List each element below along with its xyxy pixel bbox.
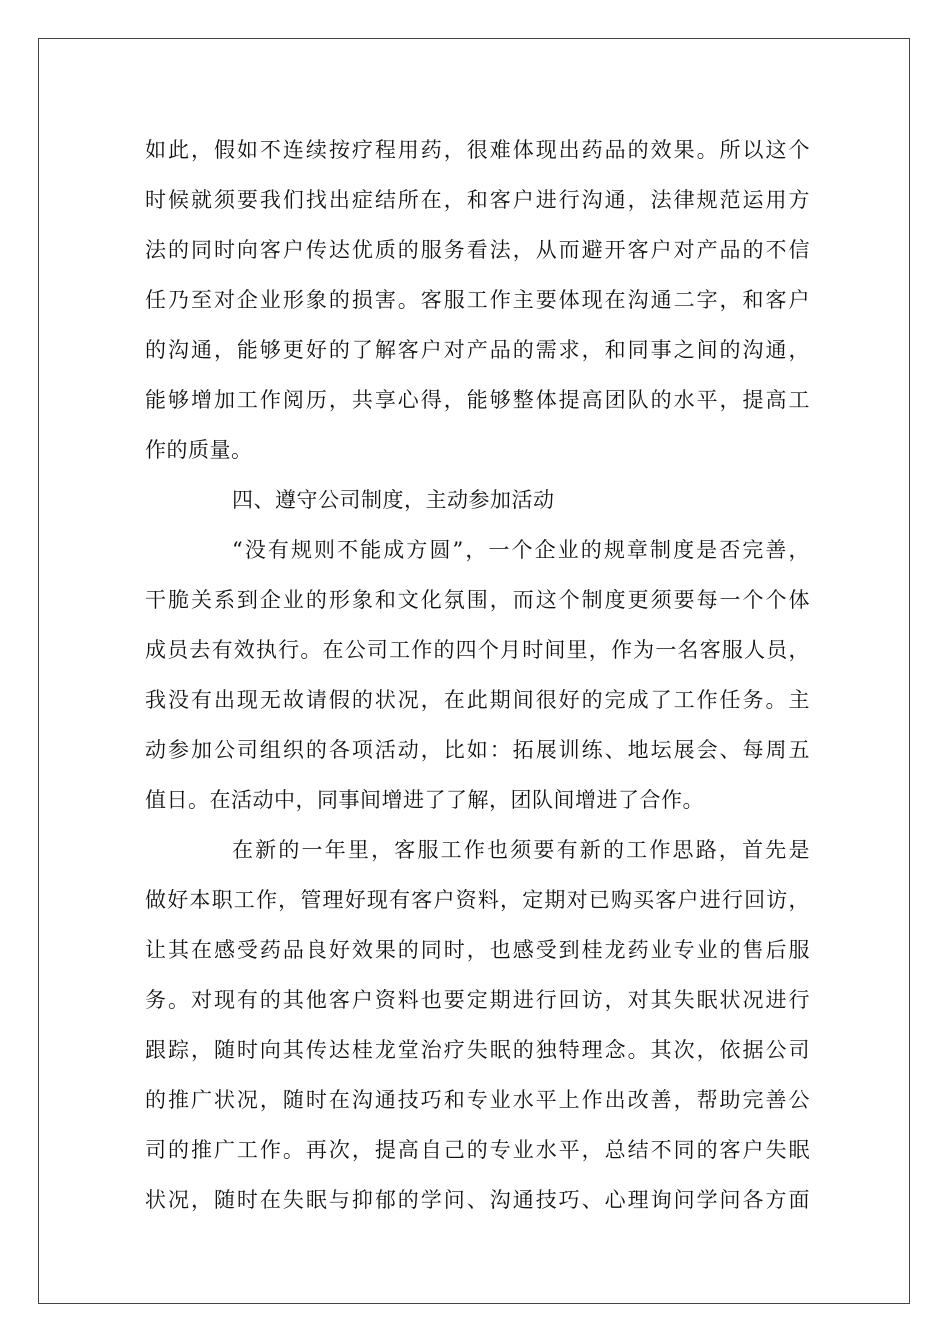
paragraph-line: 时候就须要我们找出症结所在，和客户进行沟通，法律规范运用方 <box>145 188 810 212</box>
paragraph-line: 跟踪，随时向其传达桂龙堂治疗失眠的独特理念。其次，依据公司 <box>145 1038 810 1062</box>
paragraph-line: 干脆关系到企业的形象和文化氛围，而这个制度更须要每一个个体 <box>145 588 810 612</box>
paragraph-line: 让其在感受药品良好效果的同时，也感受到桂龙药业专业的售后服 <box>145 938 810 962</box>
paragraph-line: 的推广状况，随时在沟通技巧和专业水平上作出改善，帮助完善公 <box>145 1088 810 1112</box>
paragraph-line: 任乃至对企业形象的损害。客服工作主要体现在沟通二字，和客户 <box>145 288 810 312</box>
paragraph-line: 作的质量。 <box>145 438 253 462</box>
paragraph-line: 我没有出现无故请假的状况，在此期间很好的完成了工作任务。主 <box>145 688 810 712</box>
paragraph-line: “没有规则不能成方圆”，一个企业的规章制度是否完善， <box>232 538 810 562</box>
paragraph-line: 务。对现有的其他客户资料也要定期进行回访，对其失眠状况进行 <box>145 988 810 1012</box>
paragraph-line: 的沟通，能够更好的了解客户对产品的需求，和同事之间的沟通， <box>145 338 810 362</box>
paragraph-line: 动参加公司组织的各项活动，比如：拓展训练、地坛展会、每周五 <box>145 738 810 762</box>
section-heading: 四、遵守公司制度，主动参加活动 <box>232 488 555 512</box>
paragraph-line: 法的同时向客户传达优质的服务看法，从而避开客户对产品的不信 <box>145 238 810 262</box>
paragraph-line: 成员去有效执行。在公司工作的四个月时间里，作为一名客服人员， <box>145 638 810 662</box>
paragraph-line: 值日。在活动中，同事间增进了了解，团队间增进了合作。 <box>145 788 704 812</box>
paragraph-line: 做好本职工作，管理好现有客户资料，定期对已购买客户进行回访， <box>145 888 810 912</box>
paragraph-line: 司的推广工作。再次，提高自己的专业水平，总结不同的客户失眠 <box>145 1138 810 1162</box>
paragraph-line: 状况，随时在失眠与抑郁的学问、沟通技巧、心理询问学问各方面 <box>145 1188 810 1212</box>
paragraph-line: 在新的一年里，客服工作也须要有新的工作思路，首先是 <box>232 838 810 862</box>
paragraph-line: 如此，假如不连续按疗程用药，很难体现出药品的效果。所以这个 <box>145 138 810 162</box>
paragraph-line: 能够增加工作阅历，共享心得，能够整体提高团队的水平，提高工 <box>145 388 810 412</box>
